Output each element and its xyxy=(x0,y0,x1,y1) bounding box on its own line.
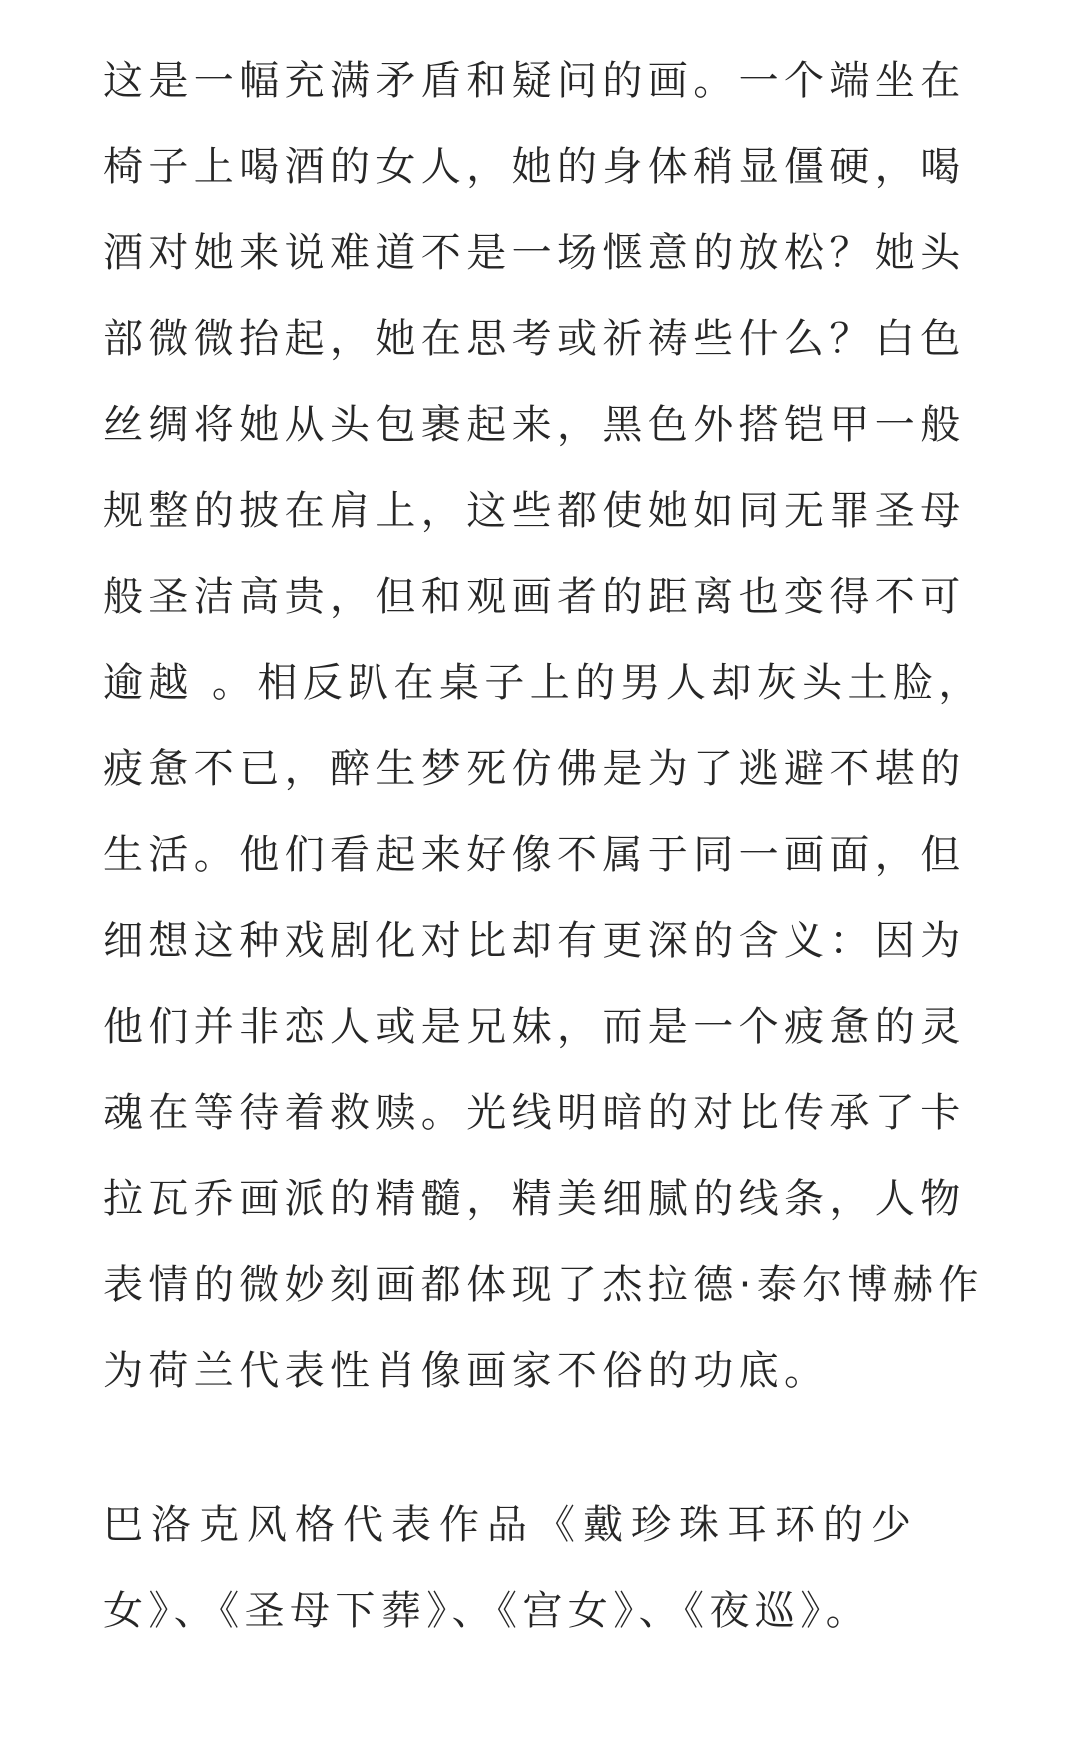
text-line: 丝绸将她从头包裹起来，黑色外搭铠甲一般 xyxy=(103,402,966,448)
text-line: 女》、《圣母下葬》、《宫女》、《夜巡》。 xyxy=(103,1588,871,1634)
text-line: 酒对她来说难道不是一场惬意的放松？她头 xyxy=(103,230,966,276)
paragraph-baroque-works xyxy=(103,1482,983,1654)
text-line: 部微微抬起，她在思考或祈祷些什么？白色 xyxy=(103,316,966,362)
text-line: 拉瓦乔画派的精髓，精美细腻的线条，人物 xyxy=(103,1176,966,1222)
text-line: 椅子上喝酒的女人，她的身体稍显僵硬，喝 xyxy=(103,144,966,190)
text-line: 细想这种戏剧化对比却有更深的含义：因为 xyxy=(103,918,966,964)
article-body xyxy=(103,38,983,1654)
text-line: 疲惫不已，醉生梦死仿佛是为了逃避不堪的 xyxy=(103,746,966,792)
text-line: 逾越 。相反趴在桌子上的男人却灰头土脸， xyxy=(103,660,984,706)
text-line: 生活。他们看起来好像不属于同一画面，但 xyxy=(103,832,966,878)
text-line: 表情的微妙刻画都体现了杰拉德·泰尔博赫作 xyxy=(103,1262,984,1308)
paragraph-spacer xyxy=(103,1414,983,1482)
text-line: 巴洛克风格代表作品《戴珍珠耳环的少 xyxy=(103,1502,919,1548)
paragraph-painting-description xyxy=(103,38,983,1414)
text-line: 般圣洁高贵，但和观画者的距离也变得不可 xyxy=(103,574,966,620)
text-line: 为荷兰代表性肖像画家不俗的功底。 xyxy=(103,1348,830,1394)
text-line: 这是一幅充满矛盾和疑问的画。一个端坐在 xyxy=(103,58,966,104)
text-line: 魂在等待着救赎。光线明暗的对比传承了卡 xyxy=(103,1090,966,1136)
text-line: 规整的披在肩上，这些都使她如同无罪圣母 xyxy=(103,488,966,534)
text-line: 他们并非恋人或是兄妹，而是一个疲惫的灵 xyxy=(103,1004,966,1050)
